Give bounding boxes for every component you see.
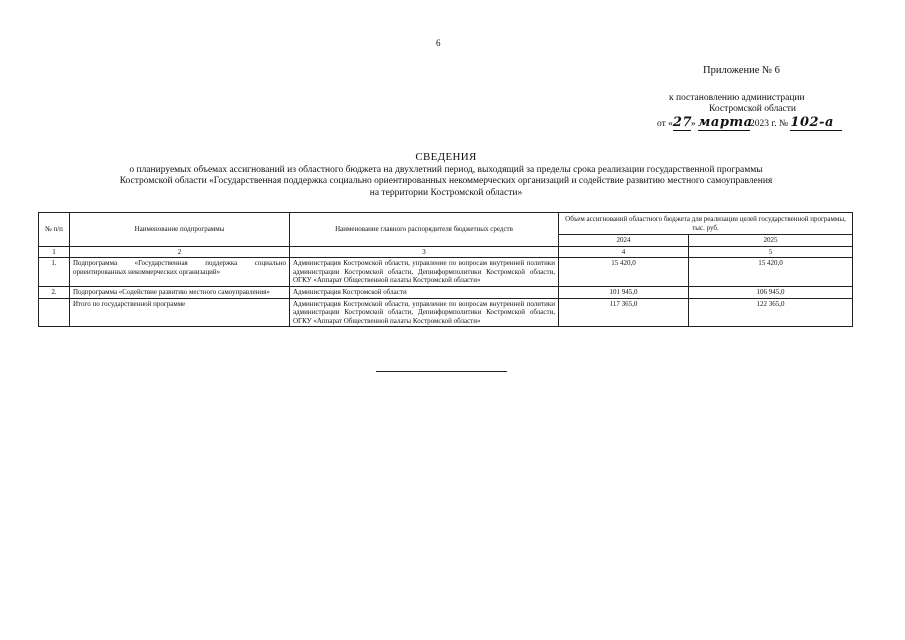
date-month-handwritten: марта [698,115,753,130]
title-line-1: о планируемых объемах ассигнований из областного бюджета на двухлетний период, выходящий за пределы срока реализации государственной программы [129,164,763,175]
header-year-2024: 2024 [559,235,689,247]
title-line-2: Костромской области «Государственная поддержка социально ориентированных некоммерческих организаций и содействие развитию местного самоуправления [119,176,773,186]
title-block [40,152,852,199]
row-manager: Администрация Костромской области, управление по вопросам внутренней политики администрации Костромской области, Депинформполитики Костромской области, ОГКУ «Аппарат Общественной палаты Костромской области» [290,298,559,327]
row-value-2025: 15 420,0 [689,258,853,287]
date-year: 2023 г. № [750,119,789,129]
table-row [39,258,853,287]
row-subprogram: Подпрограмма «Содействие развитию местного самоуправления» [70,286,290,298]
table-row-total [39,298,853,327]
column-numbers-row [39,246,853,258]
row-num [39,298,70,327]
table-row [39,286,853,298]
appendix-region-line: Костромской области [709,104,796,114]
appendix-date-line [657,115,842,131]
page-number: 6 [436,38,441,48]
colnum-3: 3 [290,246,559,258]
colnum-4: 4 [559,246,689,258]
colnum-2: 2 [70,246,290,258]
header-volume: Объем ассигнований областного бюджета для реализации целей государственной программы, тыс. руб. [559,213,853,235]
date-mid: » [690,119,696,129]
row-manager: Администрация Костромской области [290,286,559,298]
doc-number-handwritten: 102-а [790,115,842,131]
allocations-table [38,212,853,327]
row-value-2024: 101 945,0 [559,286,689,298]
date-day-handwritten: 27 [672,115,692,130]
date-prefix: от « [657,119,673,129]
row-value-2025: 122 365,0 [689,298,853,327]
appendix-resolution-line: к постановлению администрации [669,93,805,103]
row-value-2025: 106 945,0 [689,286,853,298]
header-subprogram: Наименование подпрограммы [70,213,290,247]
colnum-1: 1 [39,246,70,258]
header-manager: Наименование главного распорядителя бюджетных средств [290,213,559,247]
row-num: 1. [39,258,70,287]
title-main: СВЕДЕНИЯ [415,151,477,163]
row-subprogram: Итого по государственной программе [70,298,290,327]
header-year-2025: 2025 [689,235,853,247]
row-subprogram: Подпрограмма «Государственная поддержка социально ориентированных некоммерческих организаций» [70,258,290,287]
row-value-2024: 15 420,0 [559,258,689,287]
title-line-3: на территории Костромской области» [369,187,523,198]
row-manager: Администрация Костромской области, управление по вопросам внутренней политики администрации Костромской области, Депинформполитики Костромской области, ОГКУ «Аппарат Общественной палаты Костромской области» [290,258,559,287]
header-row [39,213,853,235]
header-num: № п/п [39,213,70,247]
row-value-2024: 117 365,0 [559,298,689,327]
colnum-5: 5 [689,246,853,258]
end-divider [376,371,507,372]
row-num: 2. [39,286,70,298]
appendix-number: Приложение № 6 [703,65,780,76]
